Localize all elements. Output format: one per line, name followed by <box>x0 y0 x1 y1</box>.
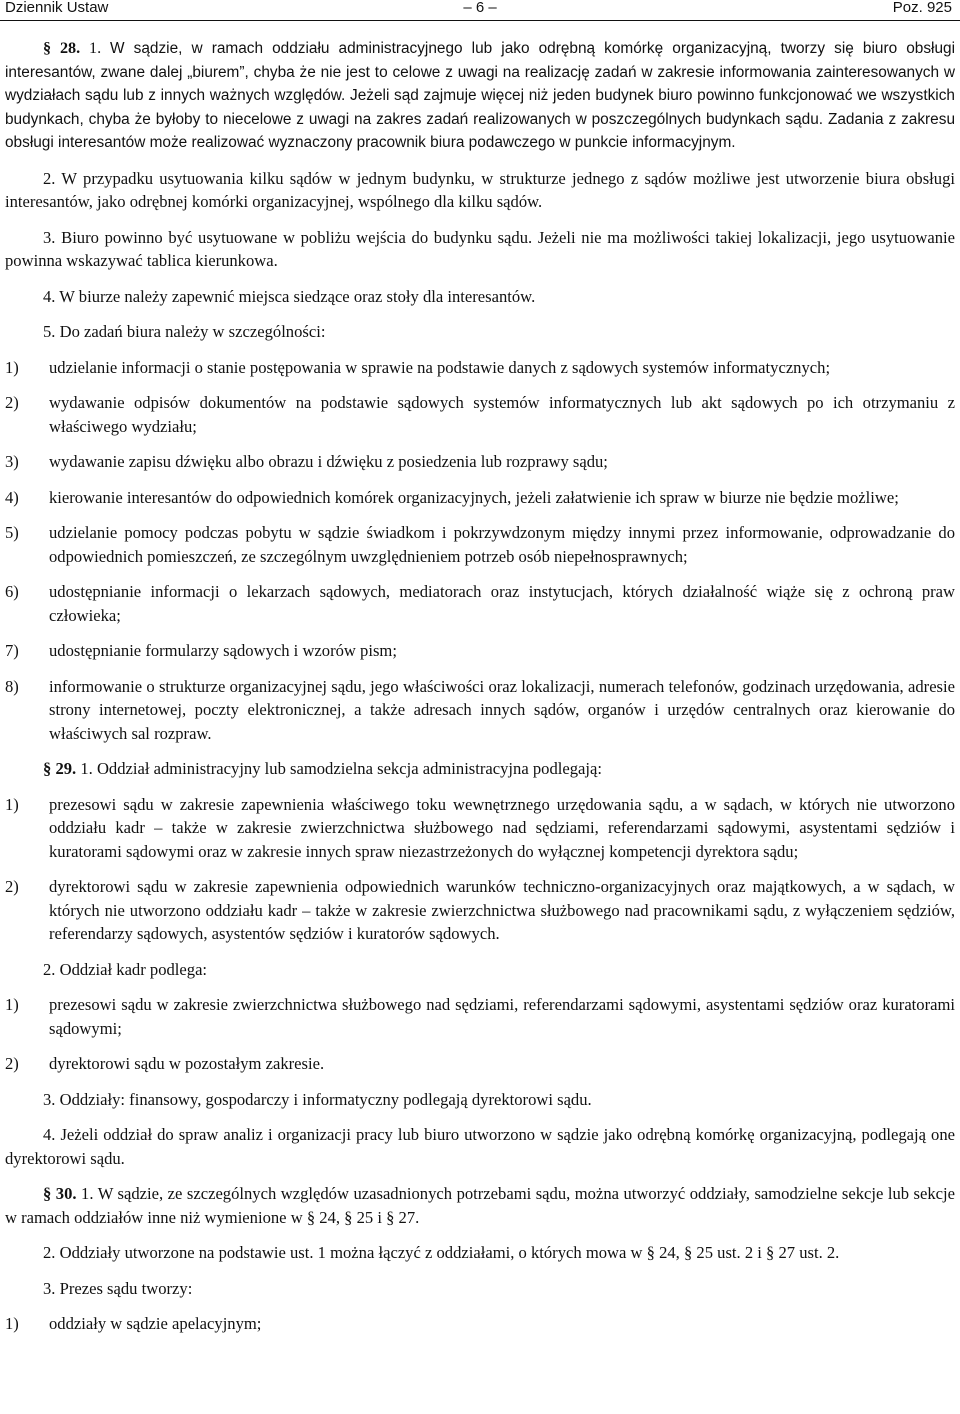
list-item-number: 1) <box>5 357 19 377</box>
list-item-number: 2) <box>5 877 19 896</box>
list-item <box>5 1052 955 1076</box>
list-item-text: oddziały w sądzie apelacyjnym; <box>49 1314 262 1333</box>
list-item <box>5 450 955 474</box>
par29-ust1-list <box>5 793 955 946</box>
par30-section-number: § 30. <box>43 1184 77 1203</box>
list-item-text: wydawanie zapisu dźwięku albo obrazu i dźwięku z posiedzenia lub rozprawy sądu; <box>49 452 608 471</box>
list-item-text: udzielanie pomocy podczas pobytu w sądzie świadkom i pokrzywdzonym między innymi przez informowanie, odprowadzanie do odpowiednich pomieszczeń, ze szczególnym uwzględnieniem potrzeb osób niepełnosprawnych; <box>49 523 955 566</box>
page-header <box>0 0 960 21</box>
list-item <box>5 580 955 627</box>
list-item <box>5 1312 955 1336</box>
par30-ust1 <box>5 1182 955 1229</box>
list-item <box>5 521 955 568</box>
list-item-text: udostępnianie informacji o lekarzach sądowych, mediatorach oraz instytucjach, których działalność wiąże się z ochroną praw człowieka; <box>49 582 955 625</box>
par29-ust4: 4. Jeżeli oddział do spraw analiz i organizacji pracy lub biuro utworzono w sądzie jako odrębną komórkę organizacyjną, podlegają one dyrektorowi sądu. <box>5 1125 955 1168</box>
list-item-number: 3) <box>5 452 19 471</box>
list-item-number: 7) <box>5 641 19 660</box>
list-item-text: dyrektorowi sądu w zakresie zapewnienia odpowiednich warunków techniczno-organizacyjnych oraz majątkowych, a w sądach, w których nie utworzono oddziału kadr – także w zakresie zwierzchnictwa służbowego nad pracownikami sądu, z wyłączeniem sędziów, referendarzy sądowych, asystentów sędziów i kuratorów sądowych. <box>49 877 955 943</box>
par28-ust3: 3. Biuro powinno być usytuowane w pobliżu wejścia do budynku sądu. Jeżeli nie ma możliwości takiej lokalizacji, jego usytuowanie powinna wskazywać tablica kierunkowa. <box>5 227 955 270</box>
par29-ust1 <box>5 757 955 781</box>
list-item-text: dyrektorowi sądu w pozostałym zakresie. <box>49 1054 325 1073</box>
list-item-text: informowanie o strukturze organizacyjnej sądu, jego właściwości oraz lokalizacji, numerach telefonów, godzinach urzędowania, adresie strony internetowej, poczty elektronicznej, a także adresach innych sądów, organów i urzędów centralnych oraz kierowanie do właściwych sal rozpraw. <box>49 676 955 743</box>
par28-section-number: § 28. <box>43 39 81 57</box>
list-item-text: prezesowi sądu w zakresie zapewnienia właściwego toku wewnętrznego urzędowania sądu, a w sądach, w których nie utworzono oddziału kadr – także w zakresie zwierzchnictwa służbowego nad sędziami, referendarzami sądowymi, asystentami sędziów i kuratorami sądowymi oraz w zakresie innych spraw niezastrzeżonych do wyłącznej kompetencji dyrektora sądu; <box>49 794 955 861</box>
list-item <box>5 875 955 946</box>
list-item-text: kierowanie interesantów do odpowiednich komórek organizacyjnych, jeżeli załatwienie ich spraw w biurze nie będzie możliwe; <box>49 487 899 507</box>
list-item <box>5 356 955 380</box>
list-item <box>5 486 955 510</box>
list-item <box>5 639 955 663</box>
position-number: Poz. 925 <box>892 0 952 16</box>
par28-ust1-text: W sądzie, w ramach oddziału administracyjnego lub jako odrębną komórkę organizacyjną, tworzy się biuro obsługi interesantów, zwane dalej „biurem”, chyba że nie jest to celowe z uwagi na realizację zadań w zakresie informowania zainteresowanych w wydziałach sądu lub z innych ważnych względów. Jeżeli sąd zajmuje więcej niż jeden budynek biuro powinno funkcjonować we wszystkich budynkach, chyba że byłoby to niecelowe z uwagi na zakres zadań realizowanych w poszczególnych budynkach sądu. Zadania z zakresu obsługi interesantów może realizować wyznaczony pracownik biura podawczego w punkcie informacyjnym. <box>5 40 955 151</box>
list-item-number: 6) <box>5 582 19 601</box>
par28-ust5: 5. Do zadań biura należy w szczególności: <box>43 322 326 341</box>
par28-task-list <box>5 356 955 746</box>
par30-ust1-text: 1. W sądzie, ze szczególnych względów uzasadnionych potrzebami sądu, można utworzyć oddziały, samodzielne sekcje lub sekcje w ramach oddziałów inne niż wymienione w § 24, § 25 i § 27. <box>5 1184 955 1227</box>
page-number: – 6 – <box>463 0 497 16</box>
list-item-text: prezesowi sądu w zakresie zwierzchnictwa służbowego nad sędziami, referendarzami sądowymi, asystentami sędziów oraz kuratorami sądowymi; <box>49 995 955 1038</box>
par30-ust3-list <box>5 1312 955 1336</box>
par28-ust1 <box>5 37 955 155</box>
list-item-number: 2) <box>5 1054 19 1073</box>
list-item-text: udostępnianie formularzy sądowych i wzorów pism; <box>49 641 397 660</box>
par28-ust1-prefix: 1. <box>89 39 102 57</box>
list-item-number: 1) <box>5 1314 19 1333</box>
list-item-number: 8) <box>5 676 19 696</box>
par29-ust2: 2. Oddział kadr podlega: <box>43 959 208 979</box>
list-item-text: udzielanie informacji o stanie postępowania w sprawie na podstawie danych z sądowych systemów informatycznych; <box>49 357 831 377</box>
document-body <box>5 37 955 1336</box>
list-item-number: 4) <box>5 487 19 507</box>
par30-ust2: 2. Oddziały utworzone na podstawie ust. 1 można łączyć z oddziałami, o których mowa w § 24, § 25 ust. 2 i § 27 ust. 2. <box>43 1243 840 1262</box>
par29-ust1-text: 1. Oddział administracyjny lub samodzielna sekcja administracyjna podlegają: <box>80 759 602 778</box>
list-item <box>5 993 955 1040</box>
list-item <box>5 675 955 746</box>
list-item <box>5 793 955 864</box>
list-item-number: 1) <box>5 794 19 814</box>
par30-ust3: 3. Prezes sądu tworzy: <box>43 1278 193 1298</box>
par29-section-number: § 29. <box>43 759 77 778</box>
list-item <box>5 391 955 438</box>
par29-ust3: 3. Oddziały: finansowy, gospodarczy i informatyczny podlegają dyrektorowi sądu. <box>43 1089 592 1109</box>
journal-name: Dziennik Ustaw <box>5 0 109 16</box>
list-item-number: 2) <box>5 393 19 412</box>
list-item-number: 1) <box>5 995 19 1014</box>
par28-ust4: 4. W biurze należy zapewnić miejsca siedzące oraz stoły dla interesantów. <box>43 286 536 306</box>
list-item-number: 5) <box>5 523 19 542</box>
list-item-text: wydawanie odpisów dokumentów na podstawie sądowych systemów informatycznych lub akt sądowych po ich otrzymaniu z właściwego wydziału; <box>49 393 955 436</box>
par29-ust2-list <box>5 993 955 1076</box>
par28-ust2: 2. W przypadku usytuowania kilku sądów w jednym budynku, w strukturze jednego z sądów możliwe jest utworzenie biura obsługi interesantów, jako odrębnej komórki organizacyjnej, wspólnego dla kilku sądów. <box>5 168 955 211</box>
